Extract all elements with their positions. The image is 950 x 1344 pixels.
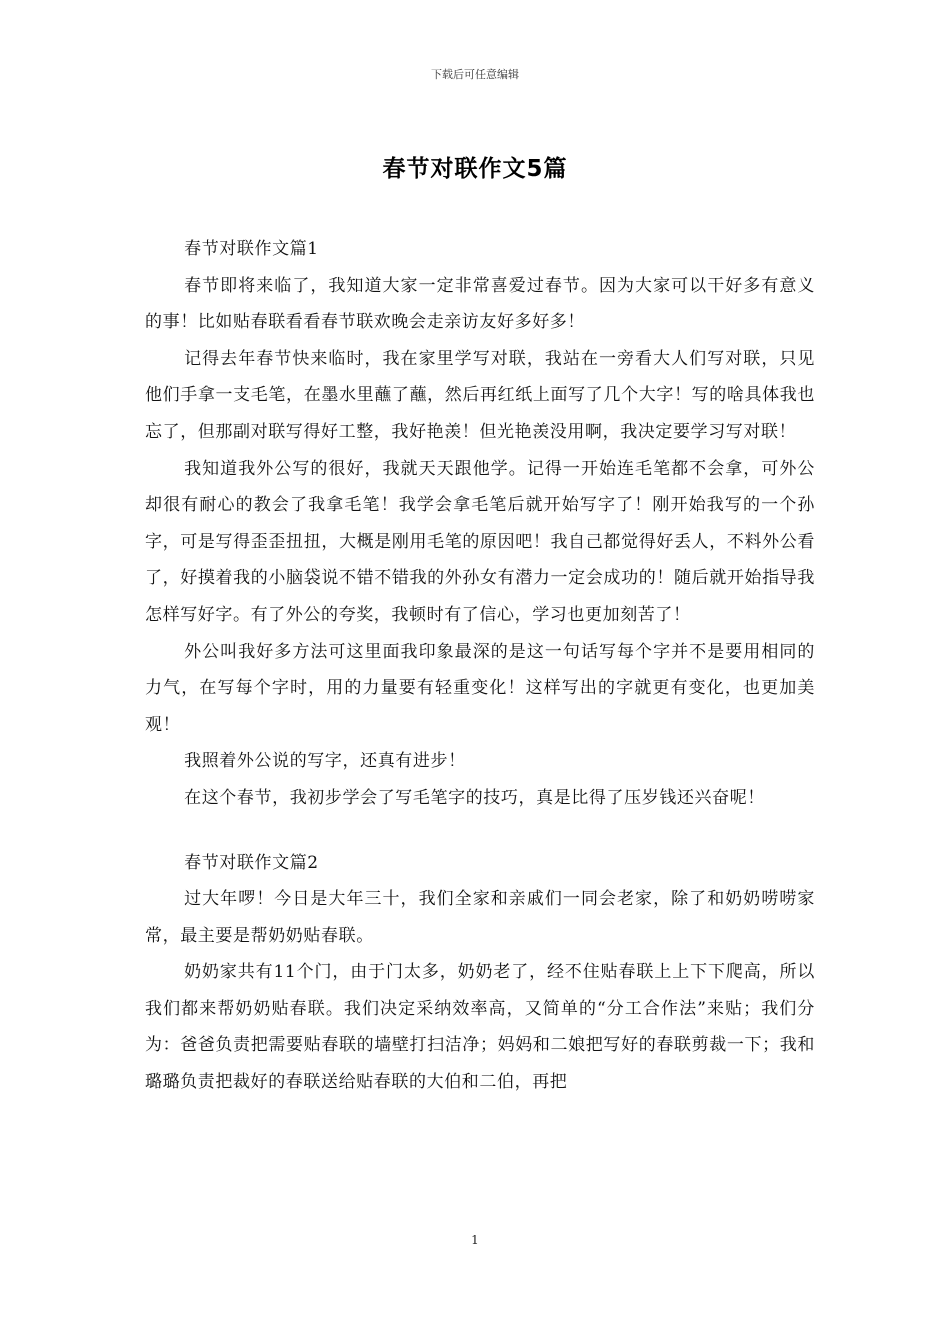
paragraph: 我照着外公说的写字，还真有进步！ [184, 751, 466, 772]
paragraph: 春节即将来临了，我知道大家一定非常喜爱过春节。因为大家可以干好多有意义的事！比如贴春联看看春节联欢晚会走亲访友好多好多！ [145, 275, 815, 333]
paragraph: 我知道我外公写的很好，我就天天跟他学。记得一开始连毛笔都不会拿，可外公却很有耐心的教会了我拿毛笔！我学会拿毛笔后就开始写字了！刚开始我写的一个孙字，可是写得歪歪扭扭，大概是刚用毛笔的原因吧！我自己都觉得好丢人，不料外公看了，好摸着我的小脑袋说不错不错我的外孙女有潜力一定会成功的！随后就开始指导我怎样写好字。有了外公的夸奖，我顿时有了信心，学习也更加刻苦了！ [145, 458, 815, 625]
document-body [145, 231, 815, 1101]
section-heading: 春节对联作文篇2 [184, 852, 319, 873]
paragraph: 在这个春节，我初步学会了写毛笔字的技巧，真是比得了压岁钱还兴奋呢！ [184, 787, 765, 808]
page-number: 1 [471, 1233, 479, 1247]
paragraph: 外公叫我好多方法可这里面我印象最深的是这一句话写每个字并不是要用相同的力气，在写每个字时，用的力量要有轻重变化！这样写出的字就更有变化，也更加美观！ [145, 641, 815, 735]
paragraph: 记得去年春节快来临时，我在家里学写对联，我站在一旁看大人们写对联，只见他们手拿一支毛笔，在墨水里蘸了蘸，然后再红纸上面写了几个大字！写的啥具体我也忘了，但那副对联写得好工整，我好艳羡！但光艳羡没用啊，我决定要学习写对联！ [145, 348, 815, 442]
section-heading: 春节对联作文篇1 [184, 239, 319, 259]
paragraph: 奶奶家共有11个门，由于门太多，奶奶老了，经不住贴春联上上下下爬高，所以我们都来帮奶奶贴春联。我们决定采纳效率高，又简单的“分工合作法”来贴；我们分为：爸爸负责把需要贴春联的墙壁打扫洁净；妈妈和二娘把写好的春联剪裁一下；我和璐璐负责把裁好的春联送给贴春联的大伯和二伯，再把 [145, 962, 815, 1093]
document-title: 春节对联作文5篇 [382, 156, 568, 182]
page-header-note: 下载后可任意编辑 [431, 68, 519, 81]
section-spacer [145, 817, 815, 845]
paragraph: 过大年啰！今日是大年三十，我们全家和亲戚们一同会老家，除了和奶奶唠唠家常，最主要是帮奶奶贴春联。 [145, 889, 815, 946]
